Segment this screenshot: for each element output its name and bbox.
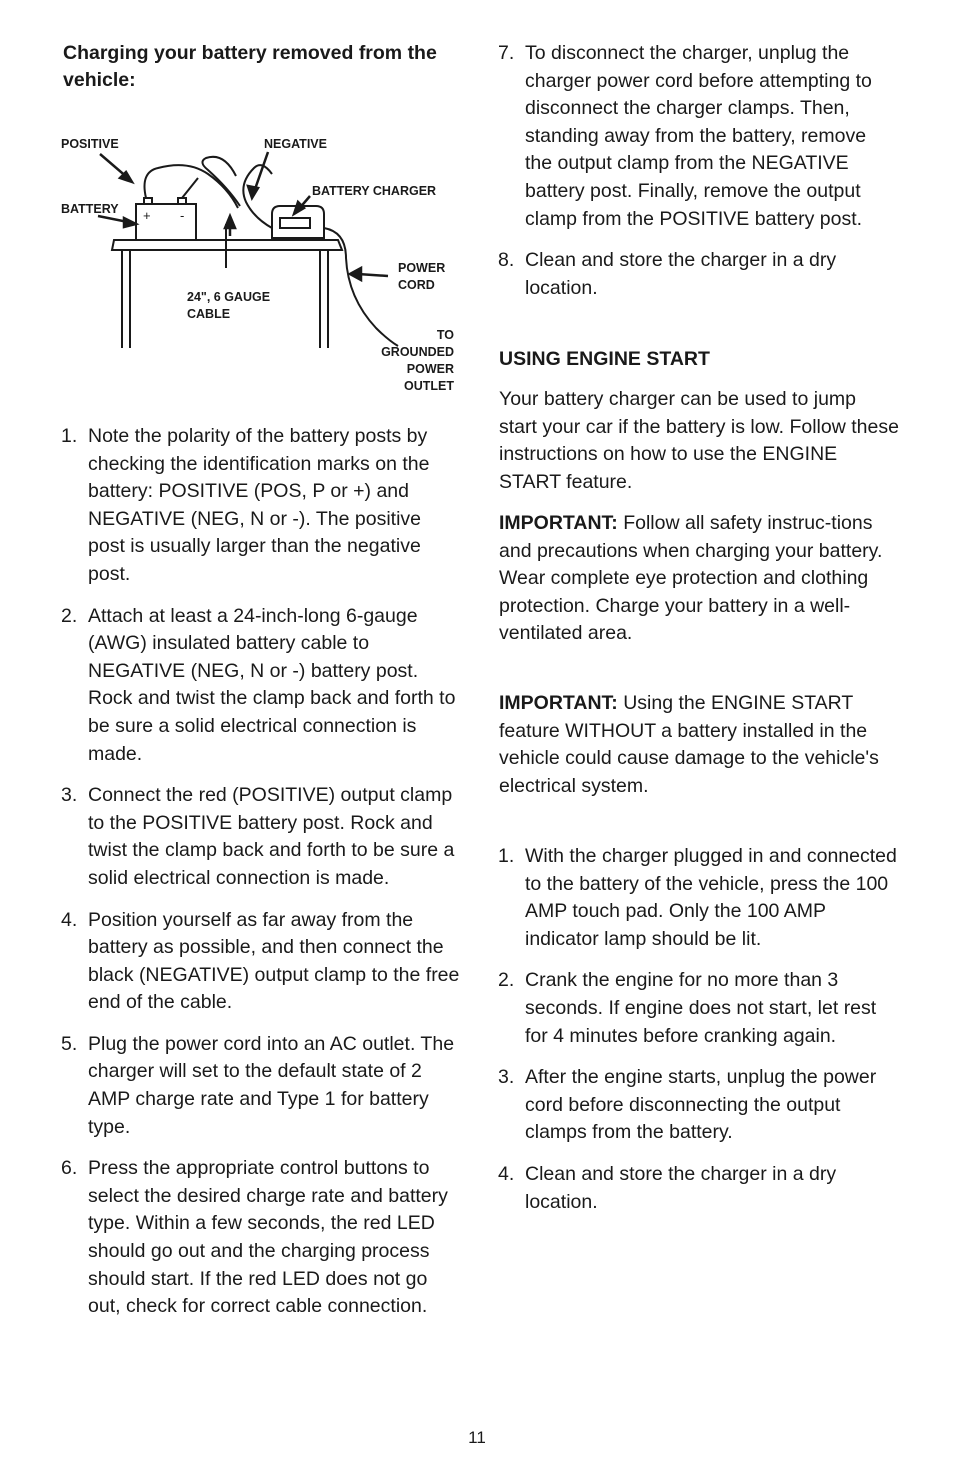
diagram-label-outlet-4: OUTLET <box>404 379 454 393</box>
diagram-label-negative: NEGATIVE <box>264 137 327 151</box>
step-number: 2. <box>498 969 515 992</box>
step-number: 7. <box>498 42 515 64</box>
step-text: To disconnect the charger, unplug the charger power cord before attempting to disconnect the charger clamps. Then, standing away from the battery, remove the output clamp from the NEGATIVE battery post. Finally, remove the output clamp from the POSITIVE battery post. <box>525 42 872 230</box>
step-text: Crank the engine for no more than 3 seconds. If engine does not start, let rest for 4 minutes before cranking again. <box>525 969 877 1047</box>
engine-start-intro: Your battery charger can be used to jump start your car if the battery is low. Follow these instructions on how to use the ENGINE START feature. <box>499 388 899 493</box>
diagram-label-outlet-2: GROUNDED <box>381 345 454 359</box>
section-heading-engine-start: USING ENGINE START <box>499 348 710 370</box>
list-item <box>498 1161 898 1216</box>
step-number: 6. <box>61 1157 78 1180</box>
step-text: Attach at least a 24-inch-long 6-gauge (AWG) insulated battery cable to NEGATIVE (NEG, N or -) battery post. Rock and twist the clamp back and forth to be sure a solid electrical connection is made. <box>88 604 456 765</box>
important-battery-note <box>499 690 899 800</box>
section-heading-charging-removed: Charging your battery removed from the vehicle: <box>63 42 437 91</box>
important-safety-note <box>499 510 899 648</box>
important-label: IMPORTANT: <box>499 692 618 714</box>
diagram-label-power-cord-1: POWER <box>398 261 446 275</box>
step-text: Clean and store the charger in a dry location. <box>525 1162 837 1213</box>
list-item <box>61 603 461 769</box>
diagram-label-outlet-3: POWER <box>406 362 454 376</box>
charging-steps-continued-list <box>498 40 898 316</box>
step-text: Plug the power cord into an AC outlet. The charger will set to the default state of 2 AMP charge rate and Type 1 for battery type. <box>88 1032 455 1138</box>
diagram-label-power-cord-2: CORD <box>398 278 435 292</box>
list-item <box>498 1064 898 1147</box>
list-item <box>61 782 461 892</box>
list-item <box>498 967 898 1050</box>
step-text: Connect the red (POSITIVE) output clamp to the POSITIVE battery post. Rock and twist the clamp back and forth to be sure a solid electrical connection is made. <box>88 784 455 889</box>
battery-charging-diagram <box>58 128 460 400</box>
step-number: 1. <box>61 425 78 447</box>
diagram-label-cable-1: 24", 6 GAUGE <box>187 290 271 304</box>
charging-steps-list <box>61 423 461 1335</box>
step-text: Note the polarity of the battery posts by checking the identification marks on the battery: POSITIVE (POS, P or +) and NEGATIVE (NEG, N or -). The positive post is usually larger than the negative post. <box>88 425 430 585</box>
step-text: Position yourself as far away from the battery as possible, and then connect the black (NEGATIVE) output clamp to the free end of the cable. <box>88 908 460 1014</box>
diagram-label-battery: BATTERY <box>61 202 119 216</box>
list-item <box>61 907 461 1017</box>
list-item <box>498 40 898 233</box>
important-label: IMPORTANT: <box>499 512 618 534</box>
step-number: 3. <box>498 1066 515 1089</box>
diagram-label-cable-2: CABLE <box>187 307 231 321</box>
battery-plus-label: + <box>143 208 151 223</box>
step-text: Press the appropriate control buttons to select the desired charge rate and battery type. Within a few seconds, the red LED should go out and the charging process should start. If the red LED does not go out, check for correct cable connection. <box>88 1157 448 1318</box>
step-number: 4. <box>498 1162 515 1185</box>
step-number: 1. <box>498 845 515 867</box>
list-item <box>61 1031 461 1141</box>
list-item <box>498 247 898 302</box>
diagram-label-battery-charger: BATTERY CHARGER <box>312 184 437 198</box>
step-text: Clean and store the charger in a dry location. <box>525 249 837 299</box>
battery-minus-label: - <box>180 208 185 223</box>
step-number: 8. <box>498 249 515 272</box>
engine-start-steps-list <box>498 843 898 1230</box>
list-item <box>498 843 898 953</box>
important-text: Follow all safety instruc-tions and precautions when charging your battery. Wear complete eye protection and clothing protection. Charge your battery in a well-ventilated area. <box>499 512 883 645</box>
step-number: 5. <box>61 1032 78 1055</box>
page-number: 11 <box>468 1428 486 1447</box>
diagram-label-outlet-1: TO <box>436 328 454 342</box>
diagram-label-positive: POSITIVE <box>61 137 119 151</box>
important-text: Using the ENGINE START feature WITHOUT a battery installed in the vehicle could cause damage to the vehicle's electrical system. <box>499 692 879 797</box>
step-text: With the charger plugged in and connected to the battery of the vehicle, press the 100 AMP touch pad. Only the 100 AMP indicator lamp should be lit. <box>525 845 897 950</box>
step-number: 2. <box>61 604 78 627</box>
step-number: 3. <box>61 784 78 807</box>
step-number: 4. <box>61 908 78 931</box>
list-item <box>61 423 461 589</box>
step-text: After the engine starts, unplug the power cord before disconnecting the output clamps from the battery. <box>525 1066 877 1144</box>
list-item <box>61 1155 461 1321</box>
